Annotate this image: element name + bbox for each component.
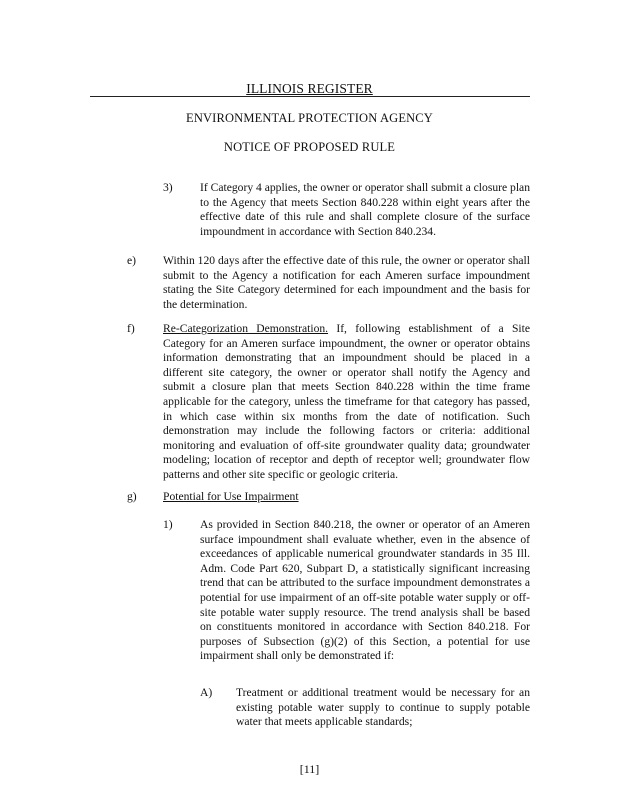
agency-name: ENVIRONMENTAL PROTECTION AGENCY [186,111,433,125]
subsection-text: If Category 4 applies, the owner or operator shall submit a closure plan to the Agency that meets Section 840.228 within eight years after the effective date of this rule and shall complete closure of the surface impoundment in accordance with Section 840.234. [200,181,531,238]
subsection-body: If, following establishment of a Site Category for an Ameren surface impoundment, the owner or operator obtains information demonstrating that an impoundment should be placed in a different site category, the owner or operator shall notify the Agency and submit a closure plan that meets Section 840.228 within the time frame applicable for the category, unless the timeframe for that category has passed, in which case within six months from the date of notification. Such demonstration may include the following factors or criteria: additional monitoring and evaluation of off-site groundwater quality data; groundwater modeling; location of receptor and depth of receptor well; groundwater flow patterns and other site specific or geologic criteria. [163,322,530,481]
subsection-label: e) [127,254,137,267]
subsection-heading: Re-Categorization Demonstration. [163,322,329,335]
page-number: [11] [299,762,320,776]
subsection-label: 1) [163,518,173,531]
subsection-label: 3) [163,181,173,194]
subsection-text: As provided in Section 840.218, the owner or operator of an Ameren surface impoundment shall evaluate whether, even in the absence of exceedances of applicable numerical groundwater standards in 35 Ill. Adm. Code Part 620, Subpart D, a statistically significant increasing trend that can be attributed to the surface impoundment demonstrates a potential for use impairment of an off-site potable water supply or off-site potable water supply resource. The trend analysis shall be based on constituents monitored in accordance with Section 840.218. For purposes of Subsection (g)(2) of this Section, a potential for use impairment shall only be demonstrated if: [200,518,530,663]
subsection-text [163,322,530,483]
subsection-text: Within 120 days after the effective date of this rule, the owner or operator shall submit to the Agency a notification for each Ameren surface impoundment stating the Site Category determined for each impoundment and the basis for the determination. [163,254,530,311]
register-title: ILLINOIS REGISTER [246,81,373,96]
subsection-text: Treatment or additional treatment would be necessary for an existing potable water supply to continue to supply potable water that meets applicable standards; [236,686,530,729]
subsection-heading-text: Potential for Use Impairment [163,490,299,503]
subsection-label: f) [127,322,135,335]
subsection-label: g) [127,490,137,503]
subsection-label: A) [200,686,213,699]
notice-title: NOTICE OF PROPOSED RULE [223,140,396,154]
subsection-heading [163,490,530,505]
header-rule [90,96,530,97]
